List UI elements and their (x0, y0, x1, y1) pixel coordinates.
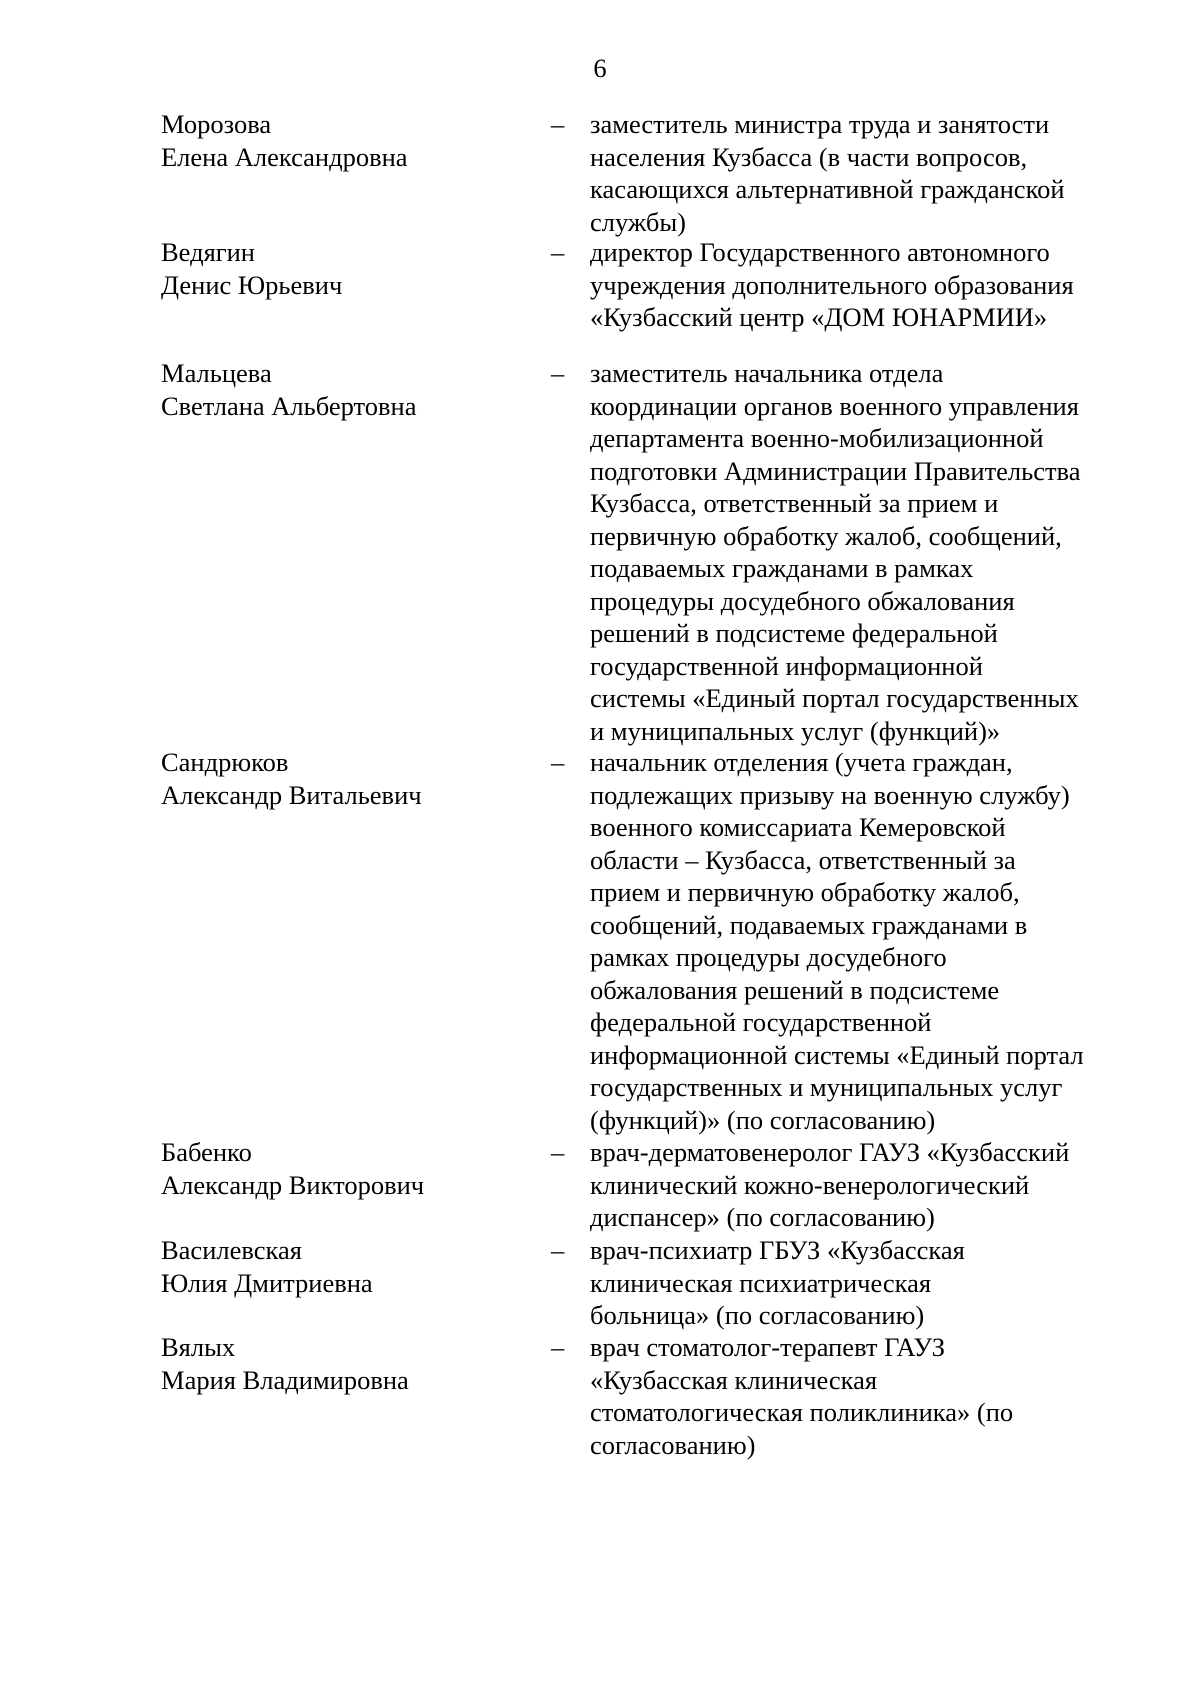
description-line: населения Кузбасса (в части вопросов, (590, 141, 1028, 172)
dash: – (551, 747, 565, 777)
description-line: государственной информационной (590, 650, 983, 681)
description-line: заместитель министра труда и занятости (590, 109, 1050, 139)
description-line: начальник отделения (учета граждан, (590, 747, 1013, 777)
description-line: обжалования решений в подсистеме (590, 974, 1000, 1005)
position-description (590, 357, 1130, 747)
person-name (161, 746, 551, 811)
position-description (590, 236, 1130, 334)
position-description (590, 1331, 1130, 1461)
given-names: Елена Александровна (161, 141, 408, 172)
person-name (161, 236, 551, 301)
description-line: (функций)» (по согласованию) (590, 1104, 936, 1135)
given-names: Александр Витальевич (161, 779, 422, 810)
position-description (590, 1136, 1130, 1234)
person-name (161, 357, 551, 422)
description-line: координации органов военного управления (590, 390, 1079, 421)
description-line: врач-психиатр ГБУЗ «Кузбасская (590, 1235, 965, 1265)
description-line: стоматологическая поликлиника» (по (590, 1397, 1014, 1427)
description-line: больница» (по согласованию) (590, 1300, 925, 1330)
given-names: Мария Владимировна (161, 1364, 409, 1395)
description-line: заместитель начальника отдела (590, 358, 944, 388)
description-line: военного комиссариата Кемеровской (590, 812, 1006, 842)
position-description (590, 746, 1130, 1136)
description-line: директор Государственного автономного (590, 237, 1050, 267)
description-line: сообщений, подаваемых гражданами в (590, 909, 1028, 940)
description-line: области – Кузбасса, ответственный за (590, 844, 1016, 875)
description-line: учреждения дополнительного образования (590, 269, 1074, 300)
given-names: Александр Викторович (161, 1169, 425, 1200)
description-line: первичную обработку жалоб, сообщений, (590, 520, 1062, 551)
person-name (161, 108, 551, 173)
surname: Василевская (161, 1235, 302, 1265)
dash: – (551, 1137, 565, 1167)
description-line: рамках процедуры досудебного (590, 942, 947, 972)
dash: – (551, 237, 565, 267)
description-line: решений в подсистеме федеральной (590, 618, 998, 648)
description-line: информационной системы «Единый портал (590, 1039, 1084, 1070)
description-line: подготовки Администрации Правительства (590, 455, 1081, 486)
description-line: подаваемых гражданами в рамках (590, 553, 974, 583)
dash: – (551, 1235, 565, 1265)
position-description (590, 1234, 1130, 1332)
dash: – (551, 109, 565, 139)
description-line: системы «Единый портал государственных (590, 683, 1079, 713)
description-line: Кузбасса, ответственный за прием и (590, 488, 999, 518)
dash: – (551, 358, 565, 388)
description-line: врач-дерматовенеролог ГАУЗ «Кузбасский (590, 1137, 1070, 1167)
position-description (590, 108, 1130, 238)
description-line: подлежащих призыву на военную службу) (590, 779, 1070, 810)
description-line: и муниципальных услуг (функций)» (590, 715, 1001, 746)
surname: Сандрюков (161, 747, 289, 777)
description-line: федеральной государственной (590, 1007, 932, 1037)
description-line: врач стоматолог-терапевт ГАУЗ (590, 1332, 946, 1362)
surname: Мальцева (161, 358, 272, 388)
description-line: государственных и муниципальных услуг (590, 1072, 1063, 1102)
description-line: «Кузбасская клиническая (590, 1364, 878, 1395)
description-line: диспансер» (по согласованию) (590, 1202, 935, 1232)
given-names: Юлия Дмитриевна (161, 1267, 373, 1298)
description-line: клиническая психиатрическая (590, 1267, 932, 1298)
description-line: департамента военно-мобилизационной (590, 423, 1044, 453)
person-name (161, 1234, 551, 1299)
page-number: 6 (593, 53, 607, 83)
surname: Морозова (161, 109, 272, 139)
description-line: «Кузбасский центр «ДОМ ЮНАРМИИ» (590, 302, 1048, 332)
description-line: согласованию) (590, 1429, 756, 1460)
person-name (161, 1136, 551, 1201)
surname: Бабенко (161, 1137, 252, 1167)
description-line: касающихся альтернативной гражданской (590, 174, 1065, 204)
description-line: процедуры досудебного обжалования (590, 585, 1015, 616)
given-names: Светлана Альбертовна (161, 390, 417, 421)
surname: Ведягин (161, 237, 255, 267)
surname: Вялых (161, 1332, 236, 1362)
given-names: Денис Юрьевич (161, 269, 343, 300)
description-line: прием и первичную обработку жалоб, (590, 877, 1020, 907)
description-line: службы) (590, 206, 686, 237)
dash: – (551, 1332, 565, 1362)
person-name (161, 1331, 551, 1396)
description-line: клинический кожно-венерологический (590, 1169, 1030, 1200)
